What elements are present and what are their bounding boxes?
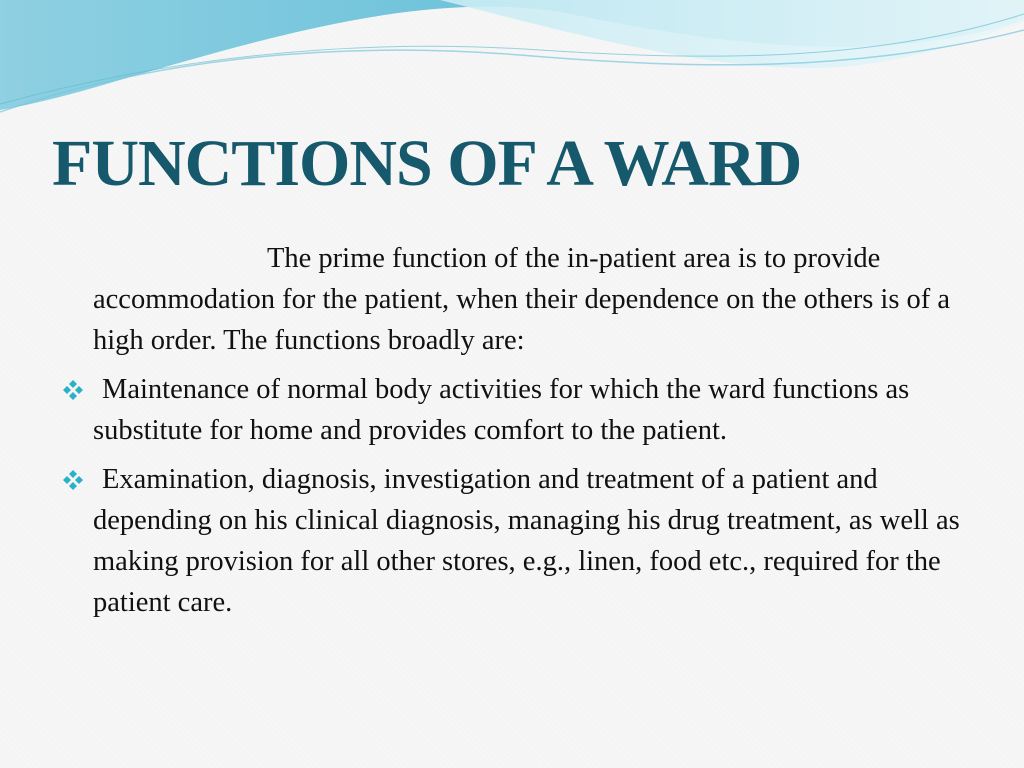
header-wave-decoration: [0, 0, 1024, 130]
slide-body: [60, 238, 970, 631]
slide-title: FUNCTIONS OF A WARD: [52, 127, 802, 200]
diamond-bullet-icon: [62, 469, 84, 491]
bullet-item-1: [60, 369, 970, 451]
bullet-item-2: [60, 459, 970, 623]
bullet-text-2: Examination, diagnosis, investigation and treatment of a patient and depending on his clinical diagnosis, managing his drug treatment, as well as making provision for all other stores, e.g., linen, food etc., required for the patient care.: [93, 464, 960, 618]
intro-paragraph: The prime function of the in-patient area is to provide accommodation for the patient, when their dependence on the others is of a high order. The functions broadly are:: [93, 243, 951, 356]
diamond-bullet-icon: [62, 379, 84, 401]
bullet-text-1: Maintenance of normal body activities for which the ward functions as substitute for home and provides comfort to the patient.: [93, 374, 910, 446]
